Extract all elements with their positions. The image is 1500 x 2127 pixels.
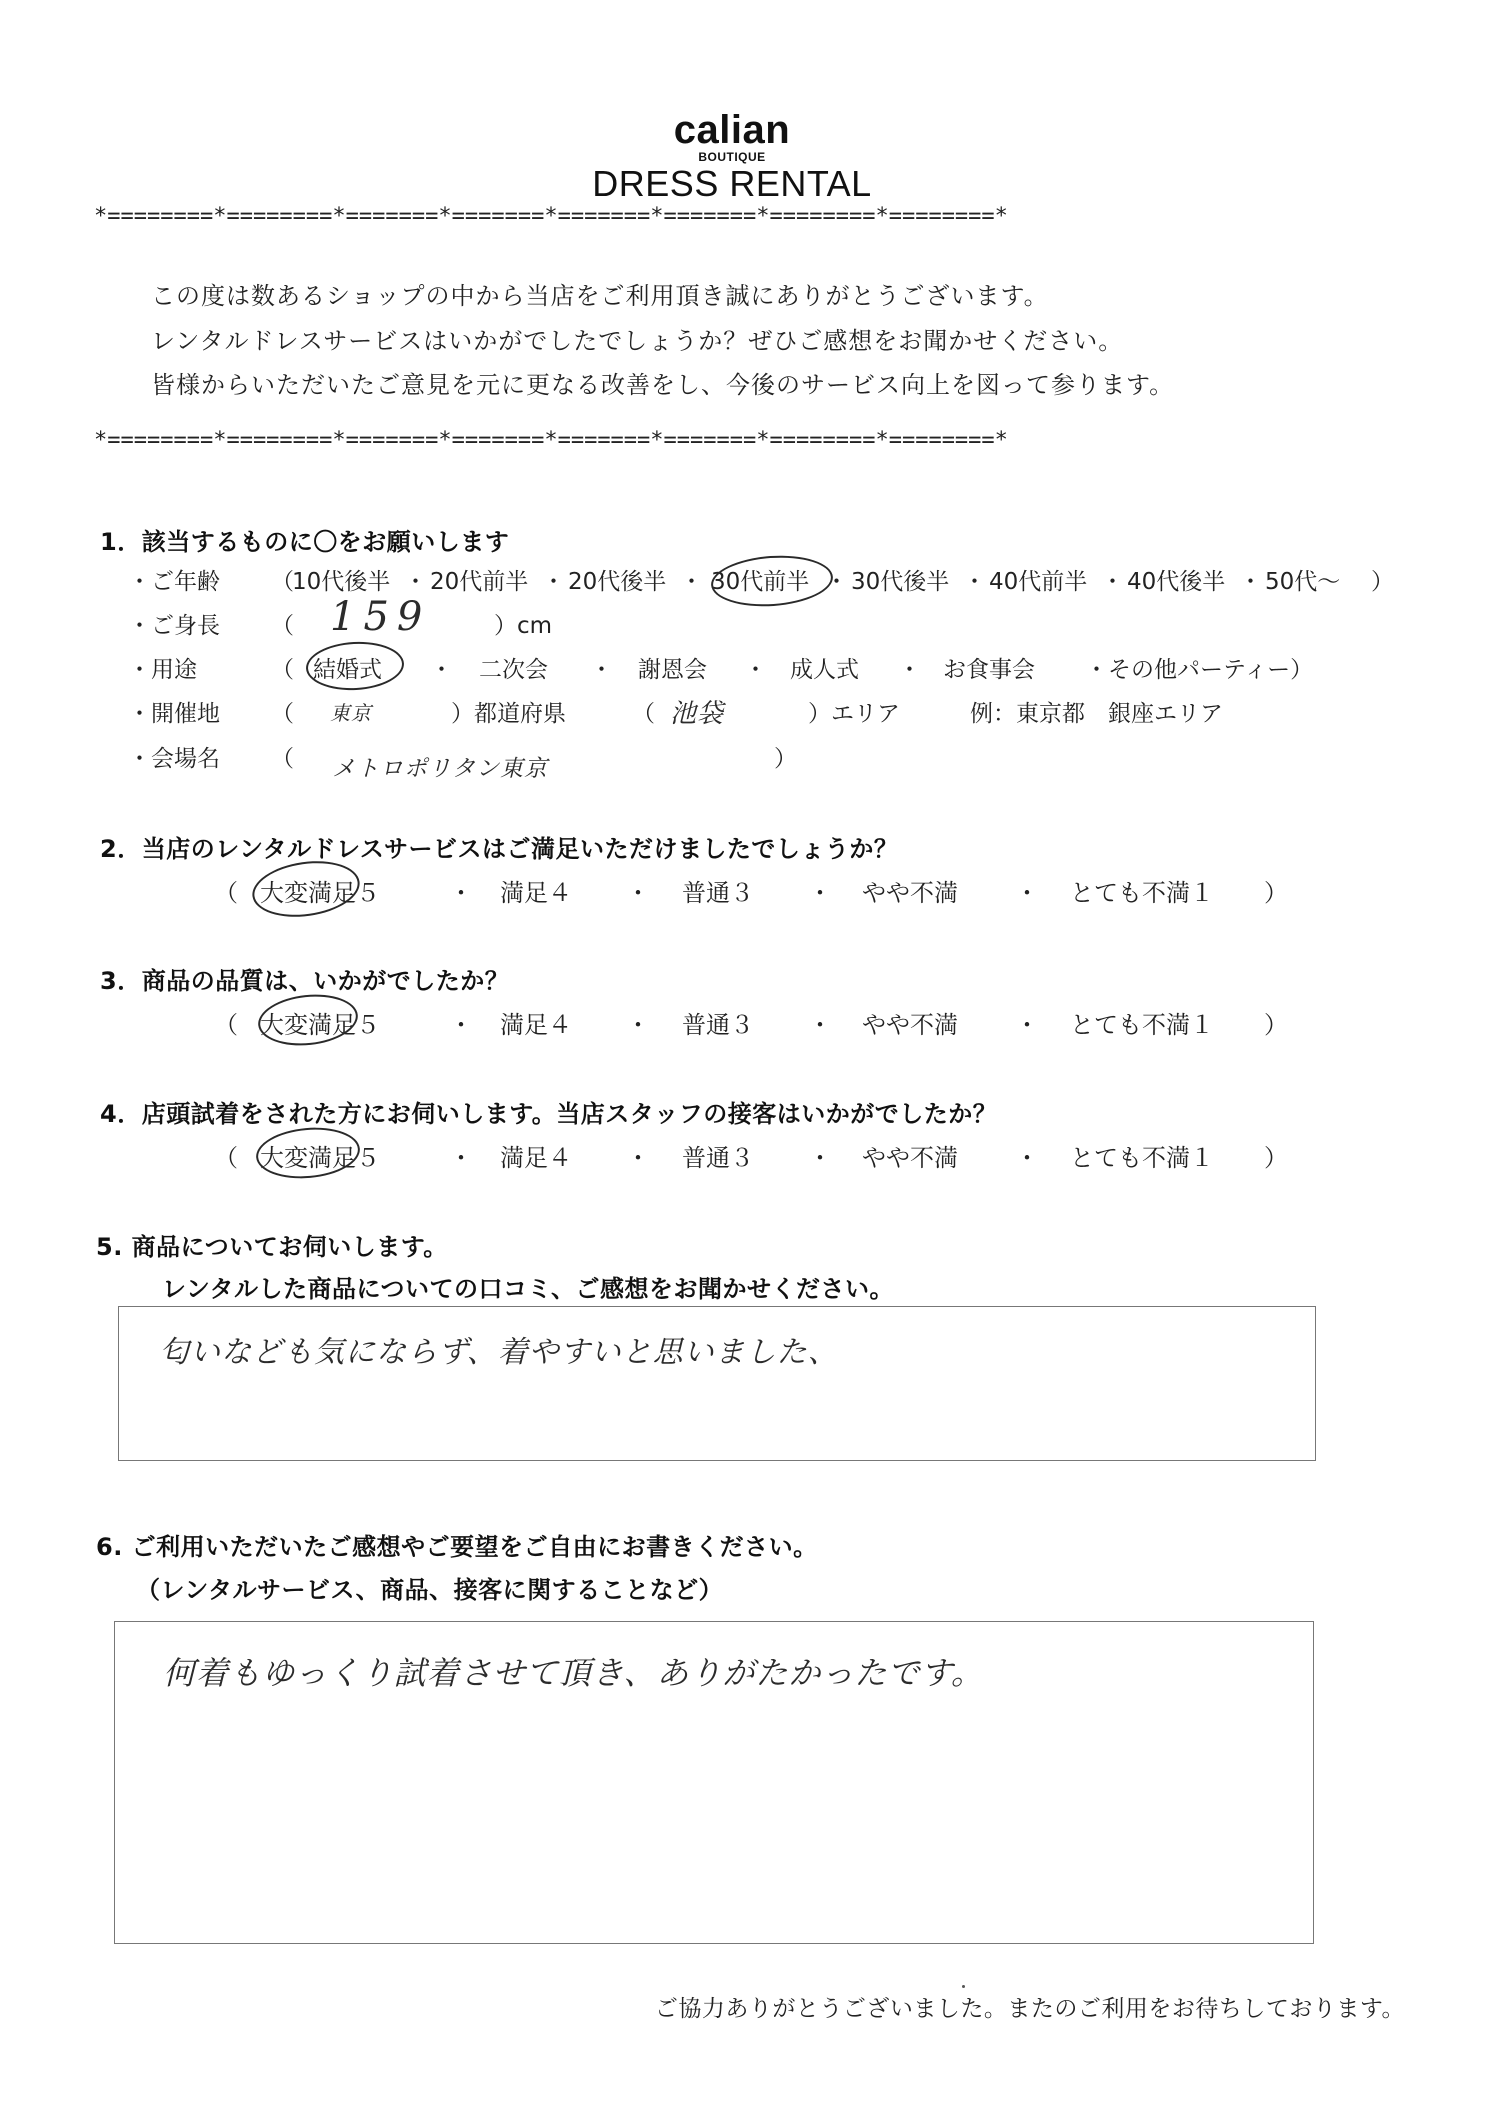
q4-sep: ・	[808, 1144, 832, 1172]
prefecture-open-paren: （	[271, 701, 294, 727]
purpose-sep: ・	[430, 657, 453, 683]
q2-option-somewhat-dissatisfied[interactable]: やや不満	[862, 879, 958, 907]
age-close-paren: ）	[1371, 569, 1394, 595]
height-handwritten-value[interactable]: 159	[330, 594, 431, 640]
intro-line-3: 皆様からいただいたご意見を元に更なる改善をし、今後のサービス向上を図って参ります。	[151, 371, 1175, 399]
age-option-20s-late[interactable]: 20代後半	[568, 569, 667, 595]
venue-name-label: ・会場名	[128, 746, 220, 772]
divider-bottom: *========*========*=======*=======*=======*=======*========*========*	[94, 428, 1008, 453]
q4-option-satisfied[interactable]: 満足４	[500, 1144, 572, 1172]
q6-answer-box[interactable]	[114, 1621, 1314, 1944]
venue-area-label: ・開催地	[128, 701, 220, 727]
age-sep: ・	[1239, 569, 1262, 595]
q4-close-paren: ）	[1264, 1144, 1288, 1172]
area-handwritten-value[interactable]: 池袋	[670, 699, 725, 729]
intro-line-2: レンタルドレスサービスはいかがでしたでしょうか？ぜひご感想をお聞かせください。	[151, 327, 1124, 355]
q1-heading: 1．該当するものに〇をお願いします	[100, 528, 510, 556]
height-close-unit: ）cm	[494, 613, 553, 639]
age-label: ・ご年齢	[128, 569, 220, 595]
purpose-sep: ・	[744, 657, 767, 683]
q2-option-neutral[interactable]: 普通３	[682, 879, 754, 907]
q4-option-somewhat-dissatisfied[interactable]: やや不満	[862, 1144, 958, 1172]
purpose-option-dinner[interactable]: お食事会	[943, 657, 1035, 683]
q3-open-paren: （	[214, 1011, 238, 1039]
age-open-paren: （	[271, 569, 294, 595]
page-title: DRESS RENTAL	[592, 163, 872, 204]
q6-heading: 6. ご利用いただいたご感想やご要望をご自由にお書きください。	[96, 1533, 818, 1561]
intro-line-1: この度は数あるショップの中から当店をご利用頂き誠にありがとうございます。	[151, 282, 1049, 310]
q4-heading: 4．店頭試着をされた方にお伺いします。当店スタッフの接客はいかがでしたか？	[100, 1100, 998, 1128]
q4-sep: ・	[449, 1144, 473, 1172]
q4-option-very-dissatisfied[interactable]: とても不満１	[1070, 1144, 1214, 1172]
age-sep: ・	[404, 569, 427, 595]
q5-handwritten-answer: 匂いなども気にならず、着やすいと思いました、	[159, 1335, 839, 1370]
q3-heading: 3．商品の品質は、いかがでしたか？	[100, 967, 510, 995]
prefecture-suffix: ）都道府県	[451, 701, 566, 727]
q2-option-very-satisfied[interactable]: 大変満足５	[260, 879, 380, 907]
q2-close-paren: ）	[1264, 879, 1288, 907]
q2-option-satisfied[interactable]: 満足４	[500, 879, 572, 907]
q4-sep: ・	[626, 1144, 650, 1172]
venue-name-open-paren: （	[271, 746, 294, 772]
q3-sep: ・	[808, 1011, 832, 1039]
area-suffix: ）エリア	[808, 701, 900, 727]
q5-heading: 5. 商品についてお伺いします。	[96, 1233, 448, 1261]
prefecture-handwritten-value[interactable]: 東京	[330, 701, 372, 725]
purpose-option-thanks-party[interactable]: 謝恩会	[638, 657, 707, 683]
purpose-sep: ・	[590, 657, 613, 683]
age-sep: ・	[963, 569, 986, 595]
purpose-option-afterparty[interactable]: 二次会	[479, 657, 548, 683]
q2-heading: 2．当店のレンタルドレスサービスはご満足いただけましたでしょうか？	[100, 835, 899, 863]
age-sep: ・	[825, 569, 848, 595]
q4-option-neutral[interactable]: 普通３	[682, 1144, 754, 1172]
age-option-10s-late[interactable]: 10代後半	[292, 569, 391, 595]
purpose-open-paren: （	[271, 657, 294, 683]
age-option-20s-early[interactable]: 20代前半	[430, 569, 529, 595]
divider-top: *========*========*=======*=======*=======*=======*========*========*	[94, 204, 1008, 229]
q6-subheading: （レンタルサービス、商品、接客に関することなど）	[136, 1576, 724, 1604]
purpose-label: ・用途	[128, 657, 197, 683]
age-option-50s-plus[interactable]: 50代～	[1265, 569, 1341, 595]
purpose-option-other-party[interactable]: ・その他パーティー）	[1085, 657, 1314, 683]
area-example: 例：東京都 銀座エリア	[970, 701, 1223, 727]
age-option-30s-early[interactable]: 30代前半	[711, 569, 810, 595]
venue-name-handwritten-value[interactable]: メトロポリタン東京	[332, 756, 548, 782]
q3-option-very-satisfied[interactable]: 大変満足５	[260, 1011, 380, 1039]
q3-close-paren: ）	[1264, 1011, 1288, 1039]
q3-option-very-dissatisfied[interactable]: とても不満１	[1070, 1011, 1214, 1039]
q2-open-paren: （	[214, 879, 238, 907]
height-open-paren: （	[271, 613, 294, 639]
q3-sep: ・	[1015, 1011, 1039, 1039]
q5-subheading: レンタルした商品についての口コミ、ご感想をお聞かせください。	[162, 1275, 894, 1303]
q3-sep: ・	[449, 1011, 473, 1039]
scan-dot	[962, 1985, 965, 1988]
purpose-sep: ・	[898, 657, 921, 683]
q2-sep: ・	[626, 879, 650, 907]
q3-option-neutral[interactable]: 普通３	[682, 1011, 754, 1039]
age-option-40s-early[interactable]: 40代前半	[989, 569, 1088, 595]
purpose-option-coming-of-age[interactable]: 成人式	[790, 657, 859, 683]
age-sep: ・	[542, 569, 565, 595]
age-option-40s-late[interactable]: 40代後半	[1127, 569, 1226, 595]
height-label: ・ご身長	[128, 613, 220, 639]
q3-option-somewhat-dissatisfied[interactable]: やや不満	[862, 1011, 958, 1039]
q6-handwritten-answer: 何着もゆっくり試着させて頂き、ありがたかったです。	[163, 1654, 984, 1692]
q4-open-paren: （	[214, 1144, 238, 1172]
q3-option-satisfied[interactable]: 満足４	[500, 1011, 572, 1039]
age-sep: ・	[680, 569, 703, 595]
q2-sep: ・	[449, 879, 473, 907]
area-open-paren: （	[632, 701, 655, 727]
age-sep: ・	[1101, 569, 1124, 595]
venue-name-close-paren: ）	[774, 746, 797, 772]
age-option-30s-late[interactable]: 30代後半	[851, 569, 950, 595]
footer-thanks: ご協力ありがとうございました。またのご利用をお待ちしております。	[654, 1996, 1405, 2022]
q4-option-very-satisfied[interactable]: 大変満足５	[260, 1144, 380, 1172]
q3-sep: ・	[626, 1011, 650, 1039]
brand-logo-boutique: BOUTIQUE	[698, 150, 766, 164]
q2-option-very-dissatisfied[interactable]: とても不満１	[1070, 879, 1214, 907]
brand-logo-calian: calian	[673, 108, 791, 152]
q5-answer-box[interactable]	[118, 1306, 1316, 1461]
q2-sep: ・	[1015, 879, 1039, 907]
q4-sep: ・	[1015, 1144, 1039, 1172]
q2-sep: ・	[808, 879, 832, 907]
purpose-option-wedding[interactable]: 結婚式	[313, 657, 382, 683]
